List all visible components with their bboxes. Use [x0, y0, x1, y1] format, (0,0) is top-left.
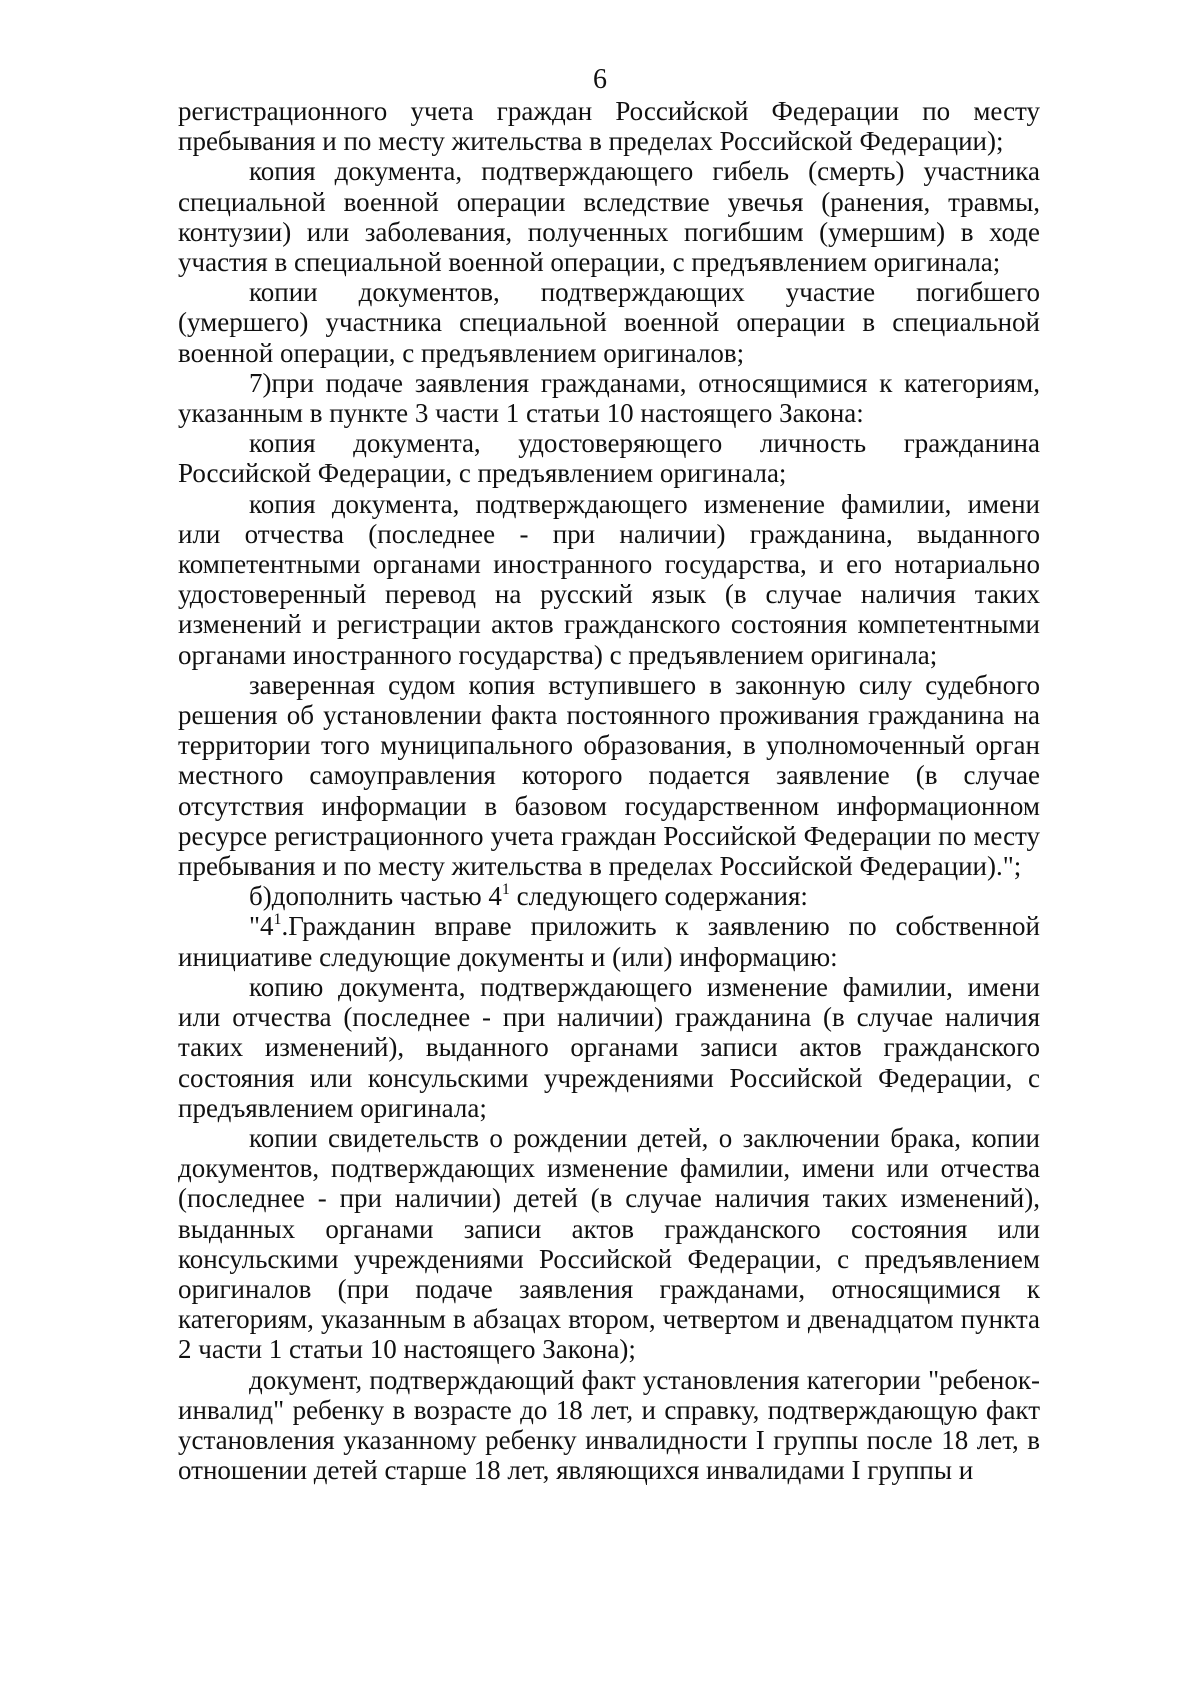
paragraph: копии документов, подтверждающих участие погибшего (умершего) участника специальной военной операции в специальной военной операции, с предъявлением оригиналов; — [178, 277, 1040, 368]
paragraph: регистрационного учета граждан Российской Федерации по месту пребывания и по месту жительства в пределах Российской Федерации); — [178, 96, 1040, 157]
superscript: 1 — [273, 911, 282, 929]
paragraph: заверенная судом копия вступившего в законную силу судебного решения об установлении факта постоянного проживания гражданина на территории того муниципального образования, в уполномоченный орган местного самоуправления которого подается заявление (в случае отсутствия информации в базовом государственном информационном ресурсе регистрационного учета граждан Российской Федерации по месту пребывания и по месту жительства в пределах Российской Федерации)."; — [178, 669, 1040, 882]
document-body — [178, 96, 1040, 1485]
paragraph: 7)при подаче заявления гражданами, относящимися к категориям, указанным в пункте 3 части 1 статьи 10 настоящего Закона: — [178, 367, 1040, 429]
paragraph-text: б)дополнить частью 4 — [249, 881, 502, 912]
paragraph-text-after: следующего содержания: — [509, 881, 808, 912]
paragraph-text: "4 — [249, 911, 274, 942]
paragraph: документ, подтверждающий факт установления категории "ребенок-инвалид" ребенку в возрасте до 18 лет, и справку, подтверждающую факт установления указанному ребенку инвалидности I группы после 18 лет, в отношении детей старше 18 лет, являющихся инвалидами I группы и — [178, 1364, 1040, 1486]
paragraph: копия документа, подтверждающего гибель (смерть) участника специальной военной операции вследствие увечья (ранения, травмы, контузии) или заболевания, полученных погибшим (умершим) в ходе участия в специальной военной операции, с предъявлением оригинала; — [178, 156, 1040, 278]
paragraph-with-superscript — [178, 881, 1040, 911]
page-number: 6 — [593, 64, 607, 95]
paragraph: копию документа, подтверждающего изменение фамилии, имени или отчества (последнее - при наличии) гражданина (в случае наличия таких изменений), выданного органами записи актов гражданского состояния или консульскими учреждениями Российской Федерации, с предъявлением оригинала; — [178, 971, 1040, 1123]
paragraph-with-superscript — [178, 911, 1040, 971]
paragraph: копия документа, подтверждающего изменение фамилии, имени или отчества (последнее - при наличии) гражданина, выданного компетентными органами иностранного государства, и его нотариально удостоверенный перевод на русский язык (в случае наличия таких изменений и регистрации актов гражданского состояния компетентными органами иностранного государства) с предъявлением оригинала; — [178, 488, 1040, 670]
paragraph: копии свидетельств о рождении детей, о заключении брака, копии документов, подтверждающих изменение фамилии, имени или отчества (последнее - при наличии) детей (в случае наличия таких изменений), выданных органами записи актов гражданского состояния или консульскими учреждениями Российской Федерации, с предъявлением оригиналов (при подаче заявления гражданами, относящимися к категориям, указанным в абзацах втором, четвертом и двенадцатом пункта 2 части 1 статьи 10 настоящего Закона); — [178, 1122, 1040, 1365]
paragraph-text-after: .Гражданин вправе приложить к заявлению по собственной инициативе следующие документы и (или) информацию: — [178, 911, 1040, 972]
superscript: 1 — [501, 881, 510, 899]
paragraph: копия документа, удостоверяющего личность гражданина Российской Федерации, с предъявлением оригинала; — [178, 428, 1040, 489]
